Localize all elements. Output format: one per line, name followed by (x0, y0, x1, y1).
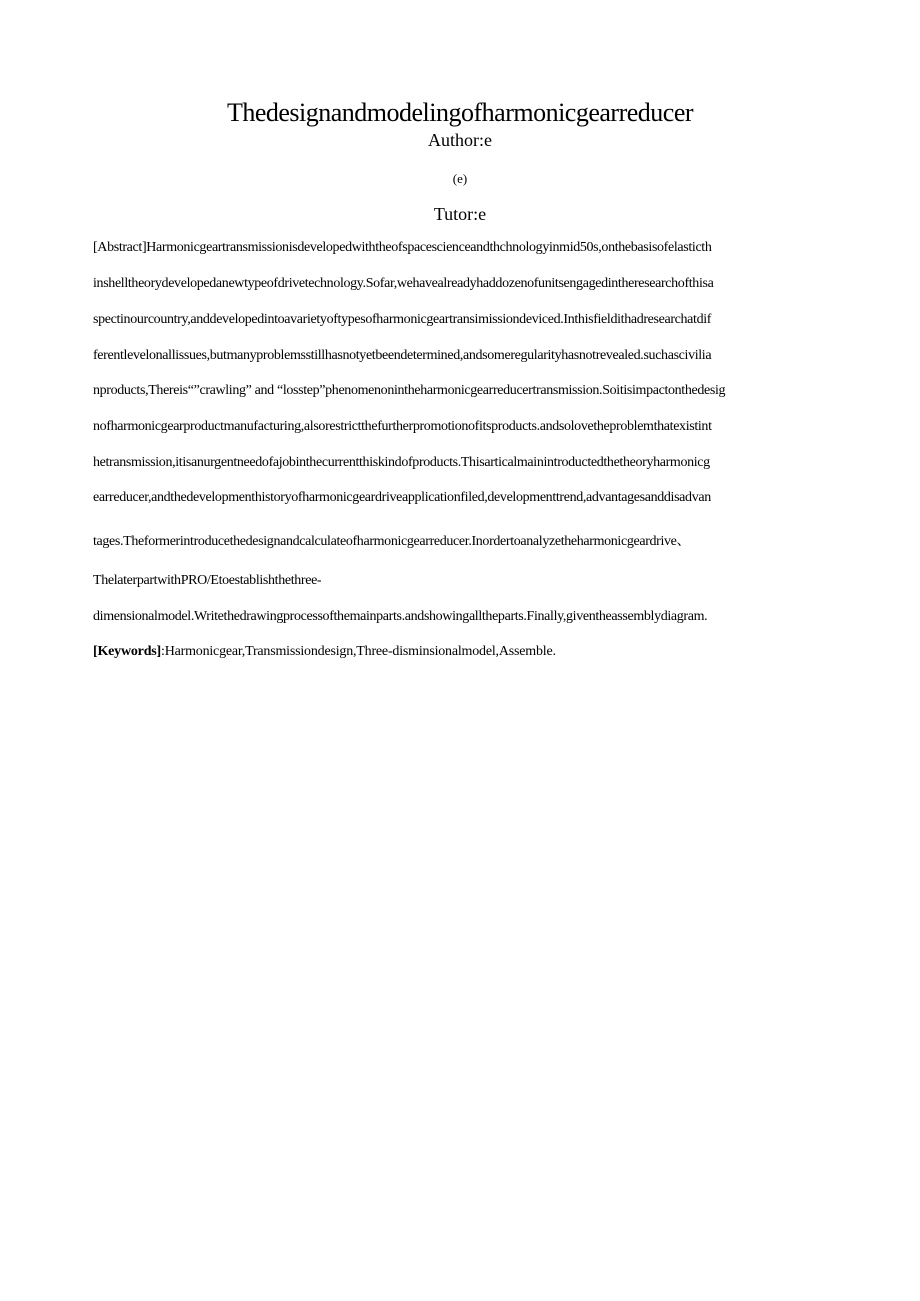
abstract-line: inshelltheorydevelopedanewtypeofdrivetechnology.Sofar,wehavealreadyhaddozenofunitsengagedintheresearchofthisa (93, 276, 714, 291)
abstract-line: hetransmission,itisanurgentneedofajobinthecurrentthiskindofproducts.Thisarticalmainintroductedthetheoryharmonicg (93, 455, 710, 470)
keywords-line (93, 644, 828, 660)
abstract-line: earreducer,andthedevelopmenthistoryofharmonicgeardriveapplicationfiled,developmenttrend,advantagesanddisadvan (93, 490, 711, 505)
affiliation-line: (e) (452, 171, 468, 186)
abstract-line: ThelaterpartwithPRO/Etoestablishthethree- (93, 573, 322, 588)
tutor-line: Tutor:e (433, 204, 487, 224)
abstract-line: ferentlevelonallissues,butmanyproblemsstillhasnotyetbeendetermined,andsomeregularityhasnotrevealed.suchascivilia (93, 348, 712, 363)
document-title: Thedesignandmodelingofharmonicgearreducer (226, 98, 694, 127)
abstract-line: nproducts,Thereis“”crawling” and “losstep”phenomenonintheharmonicgearreducertransmission.Soitisimpactonthedesig (93, 383, 726, 398)
keywords-text: :Harmonicgear,Transmissiondesign,Three-disminsionalmodel,Assemble. (161, 644, 556, 659)
abstract-line: nofharmonicgearproductmanufacturing,alsorestrictthefurtherpromotionofitsproducts.andsolovetheproblemthatexistint (93, 419, 712, 434)
author-line: Author:e (428, 130, 492, 150)
abstract-line: [Abstract]Harmonicgeartransmissionisdevelopedwiththeofspacescienceandthchnologyinmid50s,onthebasisofelasticth (93, 240, 712, 255)
abstract-line: tages.Theformerintroducethedesignandcalculateofharmonicgearreducer.Inordertoanalyzetheharmonicgeardrive、 (93, 534, 691, 549)
keywords-label: [Keywords] (93, 644, 161, 659)
abstract-line: dimensionalmodel.Writethedrawingprocessofthemainparts.andshowingalltheparts.Finally,giventheassemblydiagram. (93, 609, 708, 624)
abstract-line: spectinourcountry,anddevelopedintoavarietyoftypesofharmonicgeartransimissiondeviced.Inthisfieldithadresearchatdif (93, 312, 712, 327)
